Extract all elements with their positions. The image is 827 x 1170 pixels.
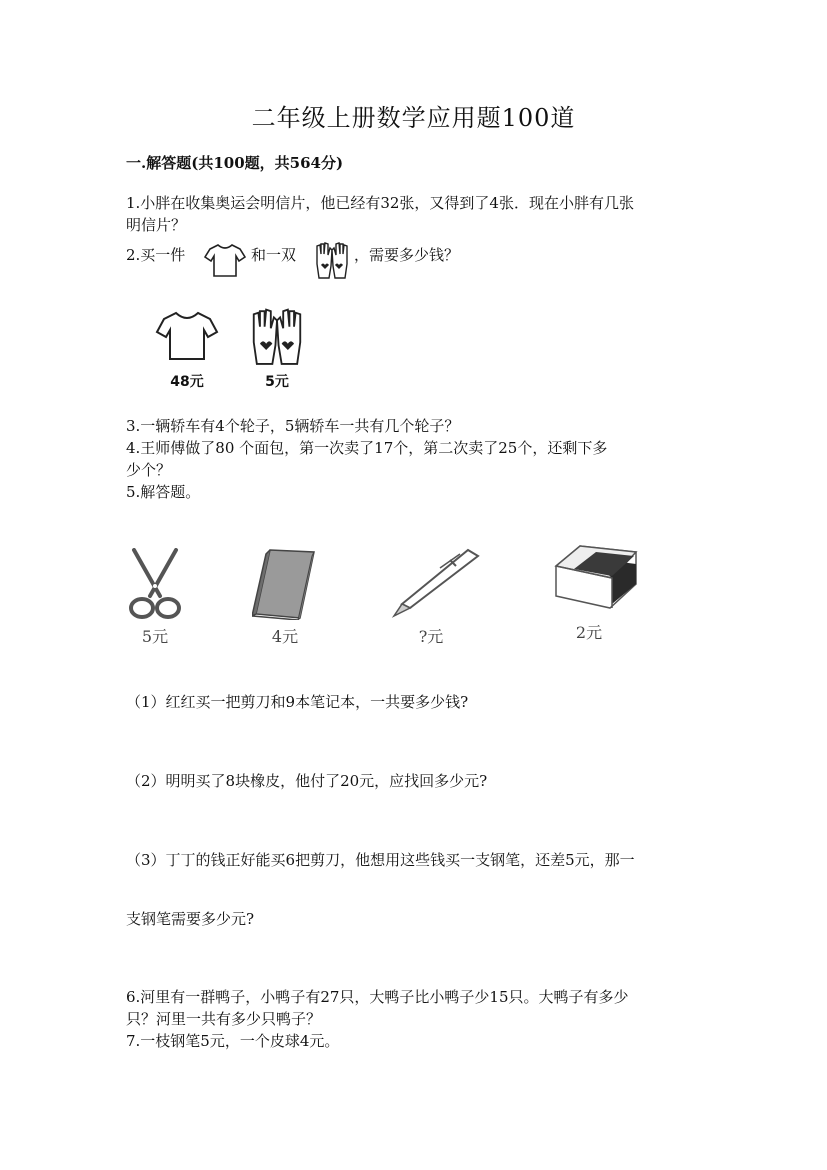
question-7: 7.一枝钢笔5元，一个皮球4元。 xyxy=(126,1032,340,1050)
question-2-prefix: 2.买一件 xyxy=(126,246,186,264)
glove-price: 5元 xyxy=(265,374,289,390)
question-5-sub2: （2）明明买了8块橡皮，他付了20元，应找回多少元? xyxy=(126,772,488,790)
t-shirt-icon xyxy=(204,242,246,278)
notebook-price: 4元 xyxy=(271,627,299,646)
section-heading: 一.解答题(共100题，共564分) xyxy=(126,154,344,172)
question-3: 3.一辆轿车有4个轮子，5辆轿车一共有几个轮子？ xyxy=(126,417,460,435)
question-6 xyxy=(126,986,716,1030)
gloves-icon xyxy=(314,240,350,280)
question-4-line2: 少个？ xyxy=(126,461,172,479)
question-4-line1: 4.王师傅做了80 个面包，第一次卖了17个，第二次卖了25个，还剩下多 xyxy=(126,439,608,457)
notebook-icon xyxy=(252,548,316,620)
question-2-suffix: ，需要多少钱？ xyxy=(354,246,460,264)
eraser-icon xyxy=(550,544,642,614)
question-5-figure xyxy=(124,540,654,650)
shirt-price: 48元 xyxy=(170,374,204,390)
question-5-label: 5.解答题。 xyxy=(126,483,201,501)
gloves-large-icon xyxy=(247,305,307,367)
question-5-sub3-line2: 支钢笔需要多少元? xyxy=(126,910,255,928)
t-shirt-large-icon xyxy=(155,310,219,362)
question-2-mid: 和一双 xyxy=(251,246,297,264)
scissors-icon xyxy=(126,548,184,620)
question-1 xyxy=(126,192,716,236)
page-title: 二年级上册数学应用题100道 xyxy=(251,104,576,132)
scissors-price: 5元 xyxy=(141,627,169,646)
question-1-line2: 明信片？ xyxy=(126,216,187,234)
question-6-line2: 只？河里一共有多少只鸭子？ xyxy=(126,1010,322,1028)
question-1-line1: 1.小胖在收集奥运会明信片，他已经有32张，又得到了4张．现在小胖有几张 xyxy=(126,194,634,212)
question-6-line1: 6.河里有一群鸭子，小鸭子有27只，大鸭子比小鸭子少15只。大鸭子有多少 xyxy=(126,988,629,1006)
question-2-figure xyxy=(155,305,315,395)
question-4 xyxy=(126,437,716,481)
question-2 xyxy=(126,244,726,284)
question-5-sub1: （1）红红买一把剪刀和9本笔记本，一共要多少钱? xyxy=(126,693,469,711)
eraser-price: 2元 xyxy=(575,623,603,642)
pen-price: ?元 xyxy=(418,627,444,646)
question-5-sub3-line1: （3）丁丁的钱正好能买6把剪刀，他想用这些钱买一支钢笔，还差5元，那一 xyxy=(126,851,635,869)
pen-icon xyxy=(390,546,482,618)
